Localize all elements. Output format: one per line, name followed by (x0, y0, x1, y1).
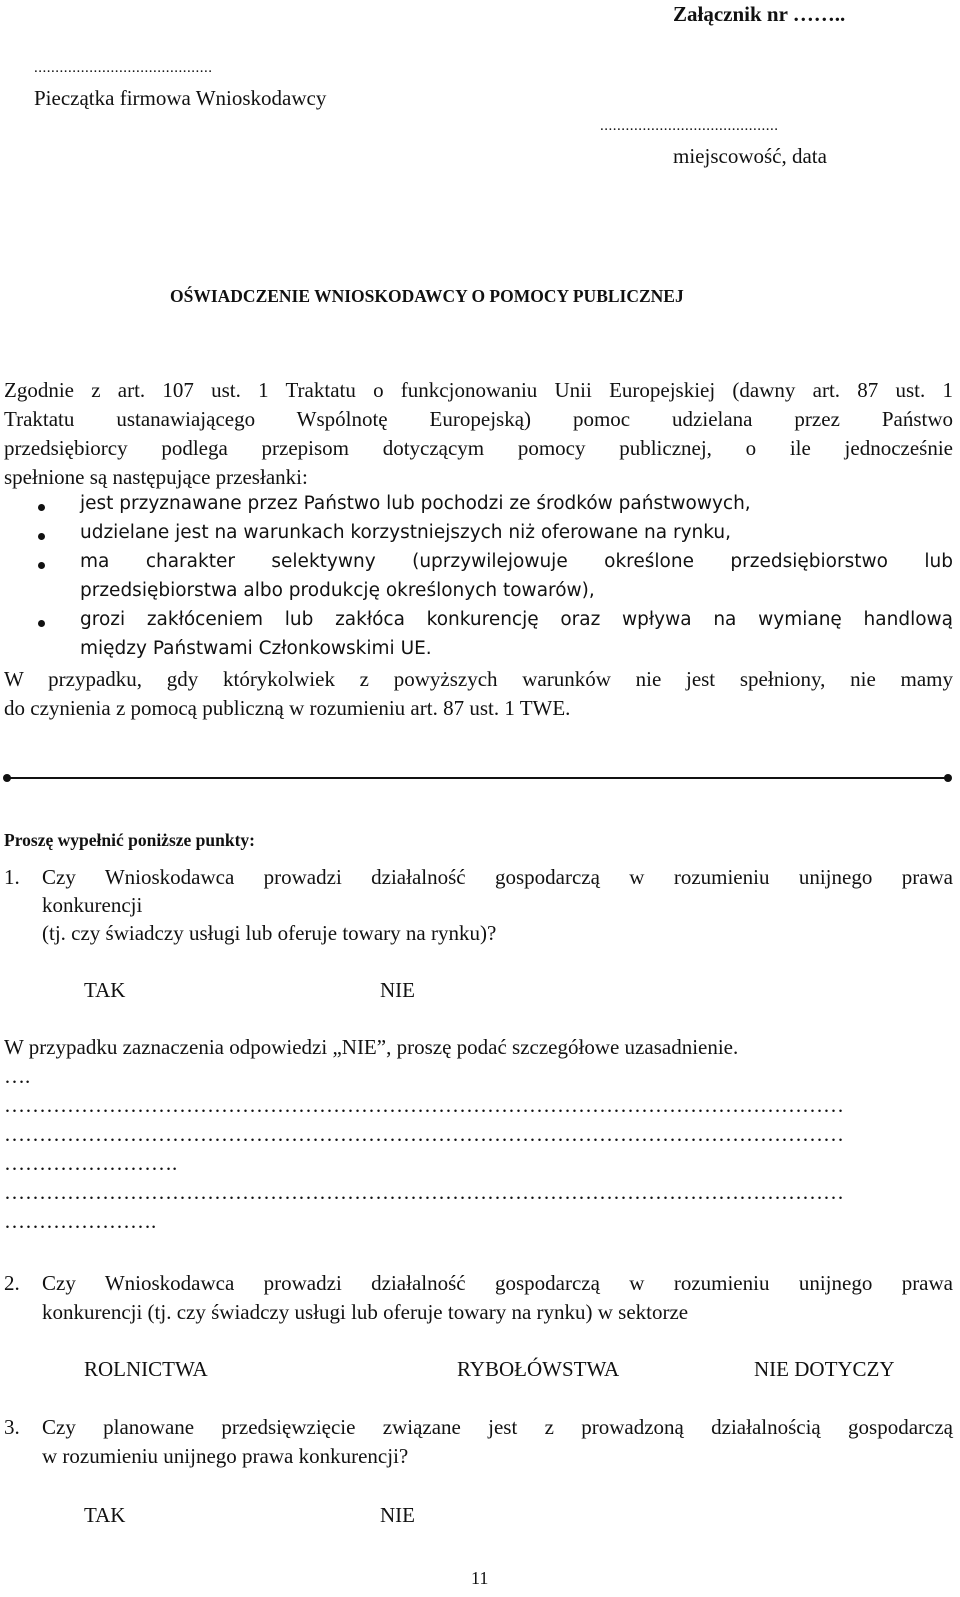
stamp-label: Pieczątka firmowa Wnioskodawcy (34, 86, 327, 110)
q2-option-fishery[interactable]: RYBOŁÓWSTWA (457, 1357, 620, 1381)
q3-option-yes[interactable]: TAK (84, 1503, 126, 1527)
q3-number: 3. (4, 1415, 20, 1439)
q1-dots-line[interactable]: ………………………………………………………………………………………………………… (4, 1093, 844, 1117)
intro-line-1: Zgodnie z art. 107 ust. 1 Traktatu o funkcjonowaniu Unii Europejskiej (dawny art. 87 ust. 1 (4, 378, 953, 402)
q1-dots-line[interactable]: ………………………………………………………………………………………………………… (4, 1122, 844, 1146)
bullet-item-1: jest przyznawane przez Państwo lub pochodzi ze środków państwowych, (80, 493, 751, 514)
q3-option-no[interactable]: NIE (380, 1503, 415, 1527)
place-date-label: miejscowość, data (673, 144, 827, 168)
q1-number: 1. (4, 865, 20, 889)
q3-line-2: w rozumieniu unijnego prawa konkurencji? (42, 1444, 409, 1468)
q2-line-1: Czy Wnioskodawca prowadzi działalność gospodarczą w rozumieniu unijnego prawa (42, 1271, 953, 1295)
q1-dots-line[interactable]: ………………………………………………………………………………………………………… (4, 1180, 844, 1204)
bullet-dot (38, 620, 45, 627)
bullet-item-3-line-1: ma charakter selektywny (uprzywilejowuje określone przedsiębiorstwo lub (80, 551, 953, 572)
q1-line-3: (tj. czy świadczy usługi lub oferuje towary na rynku)? (42, 921, 497, 945)
q1-dots-line[interactable]: …. (4, 1064, 31, 1088)
separator-endpoint (944, 774, 952, 782)
q1-line-2: konkurencji (42, 893, 143, 917)
instruction-heading: Proszę wypełnić poniższe punkty: (4, 830, 255, 850)
q1-dots-line[interactable]: ……………………. (4, 1151, 178, 1175)
place-date-dots: .......................................... (600, 118, 779, 134)
q1-line-1: Czy Wnioskodawca prowadzi działalność gospodarczą w rozumieniu unijnego prawa (42, 865, 953, 889)
q3-line-1: Czy planowane przedsięwzięcie związane jest z prowadzoną działalnością gospodarczą (42, 1415, 953, 1439)
bullet-dot (38, 562, 45, 569)
conclusion-line-1: W przypadku, gdy którykolwiek z powyższych warunków nie jest spełniony, nie mamy (4, 667, 953, 691)
q1-justify-prompt: W przypadku zaznaczenia odpowiedzi „NIE”, proszę podać szczegółowe uzasadnienie. (4, 1035, 739, 1059)
separator-line (8, 777, 948, 779)
page-number: 11 (471, 1568, 489, 1588)
bullet-item-3-line-2: przedsiębiorstwa albo produkcję określonych towarów), (80, 580, 595, 601)
stamp-dots: .......................................... (34, 60, 213, 76)
bullet-dot (38, 533, 45, 540)
intro-line-3: przedsiębiorcy podlega przepisom dotyczącym pomocy publicznej, o ile jednocześnie (4, 436, 953, 460)
bullet-item-4-line-2: między Państwami Członkowskimi UE. (80, 638, 432, 659)
q2-line-2: konkurencji (tj. czy świadczy usługi lub oferuje towary na rynku) w sektorze (42, 1300, 689, 1324)
q1-dots-line[interactable]: …………………. (4, 1209, 157, 1233)
q2-option-not-applicable[interactable]: NIE DOTYCZY (754, 1357, 895, 1381)
q1-option-yes[interactable]: TAK (84, 978, 126, 1002)
intro-line-4: spełnione są następujące przesłanki: (4, 465, 308, 489)
bullet-item-2: udzielane jest na warunkach korzystniejszych niż oferowane na rynku, (80, 522, 732, 543)
q2-option-agriculture[interactable]: ROLNICTWA (84, 1357, 208, 1381)
page-title: OŚWIADCZENIE WNIOSKODAWCY O POMOCY PUBLICZNEJ (170, 286, 684, 306)
q2-number: 2. (4, 1271, 20, 1295)
intro-line-2: Traktatu ustanawiającego Wspólnotę Europejską) pomoc udzielana przez Państwo (4, 407, 953, 431)
bullet-item-4-line-1: grozi zakłóceniem lub zakłóca konkurencję oraz wpływa na wymianę handlową (80, 609, 953, 630)
attachment-label: Załącznik nr …….. (673, 2, 846, 26)
q1-option-no[interactable]: NIE (380, 978, 415, 1002)
conclusion-line-2: do czynienia z pomocą publiczną w rozumieniu art. 87 ust. 1 TWE. (4, 696, 571, 720)
bullet-dot (38, 504, 45, 511)
